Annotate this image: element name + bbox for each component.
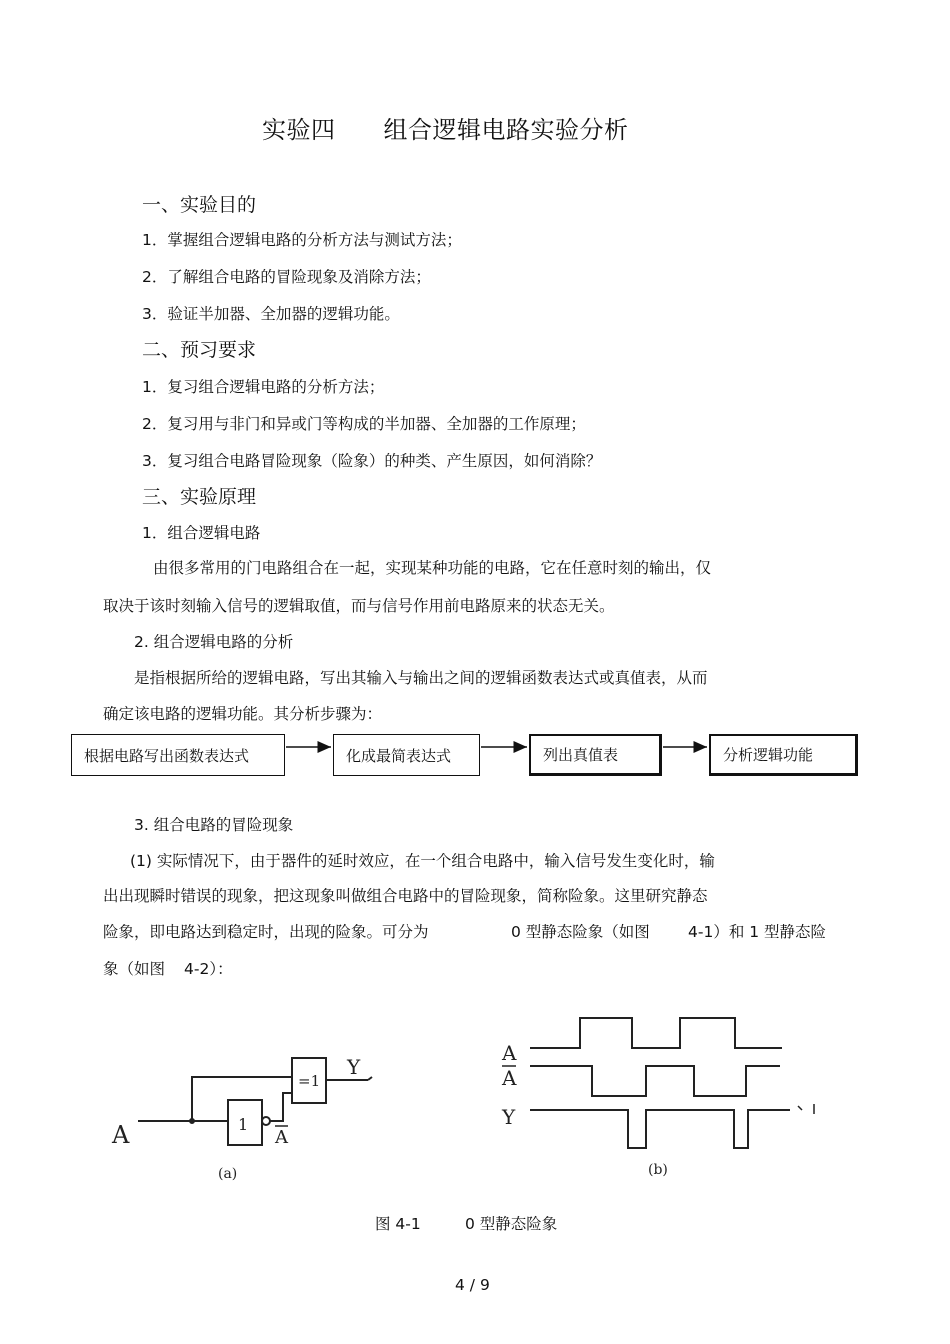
- waveform-label-a-inverted: A: [502, 1066, 517, 1090]
- circuit-output-label: Y: [347, 1055, 361, 1079]
- not-gate-label: 1: [238, 1115, 249, 1134]
- waveform-label-a: A: [502, 1041, 517, 1065]
- figure-caption-text: 0 型静态险象: [465, 1215, 558, 1233]
- preview-item: 3．复习组合电路冒险现象（险象）的种类、产生原因，如何消除？: [142, 452, 602, 470]
- preview-item: 1．复习组合逻辑电路的分析方法；: [142, 378, 385, 396]
- section-heading-purpose: 一、实验目的: [142, 194, 257, 216]
- circuit-input-label: A: [112, 1121, 130, 1149]
- paragraph-line: 0 型静态险象（如图: [511, 923, 650, 941]
- waveform-a-inverted: [530, 1066, 780, 1096]
- section-heading-principle: 三、实验原理: [142, 486, 257, 508]
- paragraph-line: 象（如图: [103, 960, 166, 978]
- paragraph-line: 确定该电路的逻辑功能。其分析步骤为：: [103, 705, 383, 723]
- subheading-combinational: 1．组合逻辑电路: [142, 524, 261, 542]
- paragraph-line: 由很多常用的门电路组合在一起，实现某种功能的电路，它在任意时刻的输出，仅: [153, 559, 712, 577]
- purpose-item: 1．掌握组合逻辑电路的分析方法与测试方法；: [142, 231, 462, 249]
- purpose-item: 3．验证半加器、全加器的逻辑功能。: [142, 305, 400, 323]
- paragraph-line: 4-1）和 1 型静态险: [688, 923, 827, 941]
- paragraph-line: 出出现瞬时错误的现象，把这现象叫做组合电路中的冒险现象，简称险象。这里研究静态: [103, 887, 708, 905]
- flow-step-label: 分析逻辑功能: [723, 746, 814, 764]
- not-output-label: A: [275, 1127, 288, 1148]
- figure-caption-number: 图 4-1: [375, 1215, 421, 1233]
- title-part2: 组合逻辑电路实验分析: [383, 116, 629, 144]
- paragraph-line: 4-2）：: [184, 960, 233, 978]
- waveform-a: [530, 1018, 782, 1048]
- paragraph-line: 是指根据所给的逻辑电路，写出其输入与输出之间的逻辑函数表达式或真值表，从而: [134, 669, 708, 687]
- paragraph-line: 险象，即电路达到稳定时，出现的险象。可分为: [103, 923, 429, 941]
- waveform-end-mark: [798, 1104, 814, 1114]
- flow-step-label: 根据电路写出函数表达式: [84, 746, 250, 765]
- purpose-item: 2．了解组合电路的冒险现象及消除方法；: [142, 268, 431, 286]
- subheading-hazard: 3. 组合电路的冒险现象: [134, 816, 294, 834]
- paragraph-line: (1) 实际情况下，由于器件的延时效应，在一个组合电路中，输入信号发生变化时，输: [130, 852, 715, 870]
- subheading-analysis: 2. 组合逻辑电路的分析: [134, 633, 294, 651]
- section-heading-preview: 二、预习要求: [142, 339, 257, 361]
- flow-step-label: 列出真值表: [543, 746, 619, 764]
- waveform-label-y: Y: [502, 1105, 516, 1129]
- waveform-subfigure-label: (b): [648, 1162, 668, 1178]
- xor-gate-label: =1: [298, 1072, 321, 1090]
- flow-step-label: 化成最简表达式: [346, 746, 452, 765]
- paragraph-line: 取决于该时刻输入信号的逻辑取值，而与信号作用前电路原来的状态无关。: [103, 597, 615, 615]
- waveform-y: [530, 1110, 790, 1148]
- page-number: 4 / 9: [455, 1276, 490, 1294]
- circuit-subfigure-label: (a): [218, 1166, 238, 1182]
- preview-item: 2．复习用与非门和异或门等构成的半加器、全加器的工作原理；: [142, 415, 586, 433]
- title-part1: 实验四: [262, 116, 336, 144]
